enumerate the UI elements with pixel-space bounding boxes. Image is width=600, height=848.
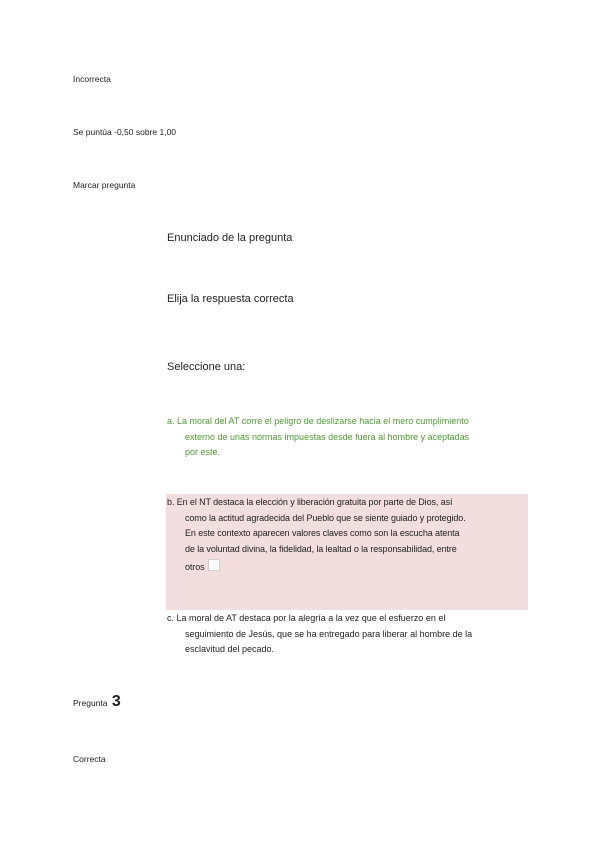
option-line: a. La moral del AT corre el peligro de deslizarse hacia el mero cumplimiento [167,416,469,426]
answer-option-c[interactable] [167,611,527,658]
option-line: externo de unas normas impuestas desde fuera al hombre y aceptadas [185,431,470,442]
select-one-label: Seleccione una: [167,361,246,373]
option-line: En este contexto aparecen valores claves como son la escucha atenta [185,528,460,538]
option-line: por este. [185,447,221,457]
question-status: Incorrecta [73,74,111,84]
question-label: Pregunta [73,698,108,708]
option-line: c. La moral de AT destaca por la alegría a la vez que el esfuerzo en el [167,613,446,623]
flag-question-link[interactable]: Marcar pregunta [73,180,136,190]
option-line: otros [185,562,205,572]
statement-heading: Enunciado de la pregunta [167,232,293,244]
question-number-heading [73,693,121,711]
option-line-last [167,559,527,576]
incorrect-mark-icon [208,559,220,571]
next-question-status: Correcta [73,754,106,764]
option-line: como la actitud agradecida del Pueblo que se siente guiado y protegido. [185,512,466,523]
question-instruction: Elija la respuesta correcta [167,293,294,305]
option-line: esclavitud del pecado. [185,644,275,654]
option-line: seguimiento de Jesús, que se ha entregado para liberar al hombre de la [185,628,473,639]
option-line: b. En el NT destaca la elección y liberación gratuita por parte de Dios, así [167,497,453,507]
answer-option-a[interactable] [167,414,527,461]
option-line: de la voluntad divina, la fidelidad, la lealtad o la responsabilidad, entre [185,543,457,554]
answer-option-b[interactable] [167,495,527,576]
question-score: Se puntúa -0,50 sobre 1,00 [73,127,177,137]
question-number: 3 [111,693,121,710]
